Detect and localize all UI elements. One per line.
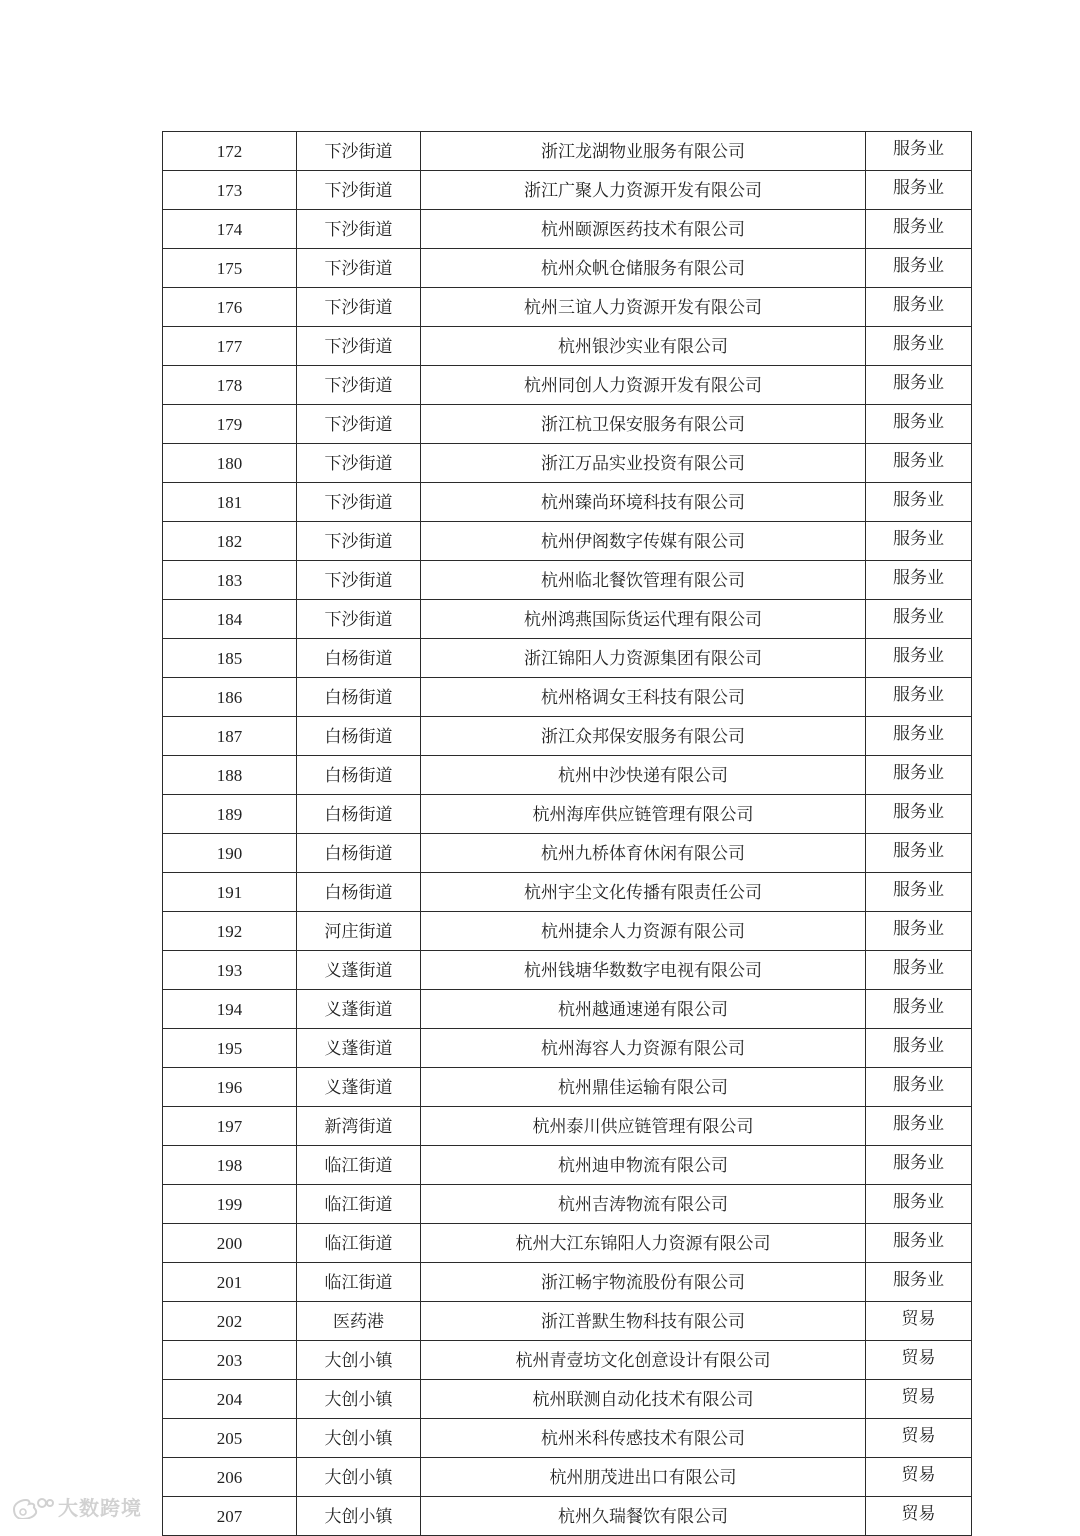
street-cell: 大创小镇 xyxy=(297,1341,421,1380)
industry-cell: 贸易 xyxy=(866,1380,972,1419)
company-name-cell: 杭州格调女王科技有限公司 xyxy=(421,678,866,717)
industry-cell: 服务业 xyxy=(866,327,972,366)
street-cell: 大创小镇 xyxy=(297,1380,421,1419)
table-row xyxy=(163,990,972,1029)
company-name-cell: 杭州宇尘文化传播有限责任公司 xyxy=(421,873,866,912)
row-number-cell: 197 xyxy=(163,1107,297,1146)
street-cell: 新湾街道 xyxy=(297,1107,421,1146)
table-row xyxy=(163,1263,972,1302)
industry-cell: 服务业 xyxy=(866,132,972,171)
company-name-cell: 杭州钱塘华数数字电视有限公司 xyxy=(421,951,866,990)
street-cell: 下沙街道 xyxy=(297,132,421,171)
street-cell: 下沙街道 xyxy=(297,366,421,405)
street-cell: 义蓬街道 xyxy=(297,990,421,1029)
table-row xyxy=(163,405,972,444)
row-number-cell: 178 xyxy=(163,366,297,405)
table-row xyxy=(163,678,972,717)
street-cell: 河庄街道 xyxy=(297,912,421,951)
table-row xyxy=(163,873,972,912)
table-row xyxy=(163,1419,972,1458)
table-row xyxy=(163,1497,972,1536)
street-cell: 下沙街道 xyxy=(297,249,421,288)
company-name-cell: 杭州海容人力资源有限公司 xyxy=(421,1029,866,1068)
table-row xyxy=(163,1029,972,1068)
row-number-cell: 196 xyxy=(163,1068,297,1107)
industry-cell: 服务业 xyxy=(866,1029,972,1068)
company-name-cell: 杭州吉涛物流有限公司 xyxy=(421,1185,866,1224)
company-name-cell: 杭州青壹坊文化创意设计有限公司 xyxy=(421,1341,866,1380)
company-name-cell: 浙江广聚人力资源开发有限公司 xyxy=(421,171,866,210)
watermark-text: 大数跨境 xyxy=(58,1496,142,1520)
table-row xyxy=(163,132,972,171)
industry-cell: 服务业 xyxy=(866,483,972,522)
company-name-cell: 杭州伊阁数字传媒有限公司 xyxy=(421,522,866,561)
company-name-cell: 杭州联测自动化技术有限公司 xyxy=(421,1380,866,1419)
watermark xyxy=(8,1492,142,1521)
company-name-cell: 浙江众邦保安服务有限公司 xyxy=(421,717,866,756)
industry-cell: 服务业 xyxy=(866,1263,972,1302)
industry-cell: 服务业 xyxy=(866,1107,972,1146)
street-cell: 白杨街道 xyxy=(297,795,421,834)
street-cell: 医药港 xyxy=(297,1302,421,1341)
row-number-cell: 174 xyxy=(163,210,297,249)
industry-cell: 服务业 xyxy=(866,1185,972,1224)
street-cell: 下沙街道 xyxy=(297,327,421,366)
company-name-cell: 浙江万品实业投资有限公司 xyxy=(421,444,866,483)
row-number-cell: 205 xyxy=(163,1419,297,1458)
street-cell: 白杨街道 xyxy=(297,717,421,756)
row-number-cell: 172 xyxy=(163,132,297,171)
industry-cell: 服务业 xyxy=(866,678,972,717)
company-name-cell: 杭州越通速递有限公司 xyxy=(421,990,866,1029)
industry-cell: 服务业 xyxy=(866,210,972,249)
row-number-cell: 180 xyxy=(163,444,297,483)
company-list-table-container xyxy=(162,131,971,1536)
company-name-cell: 杭州泰川供应链管理有限公司 xyxy=(421,1107,866,1146)
row-number-cell: 191 xyxy=(163,873,297,912)
table-row xyxy=(163,288,972,327)
company-name-cell: 杭州颐源医药技术有限公司 xyxy=(421,210,866,249)
row-number-cell: 193 xyxy=(163,951,297,990)
industry-cell: 服务业 xyxy=(866,561,972,600)
table-row xyxy=(163,639,972,678)
table-row xyxy=(163,1302,972,1341)
company-name-cell: 杭州银沙实业有限公司 xyxy=(421,327,866,366)
row-number-cell: 188 xyxy=(163,756,297,795)
company-name-cell: 杭州米科传感技术有限公司 xyxy=(421,1419,866,1458)
table-row xyxy=(163,1380,972,1419)
company-name-cell: 杭州临北餐饮管理有限公司 xyxy=(421,561,866,600)
row-number-cell: 201 xyxy=(163,1263,297,1302)
street-cell: 临江街道 xyxy=(297,1263,421,1302)
table-row xyxy=(163,522,972,561)
table-row xyxy=(163,756,972,795)
street-cell: 义蓬街道 xyxy=(297,1068,421,1107)
street-cell: 白杨街道 xyxy=(297,639,421,678)
company-name-cell: 杭州海库供应链管理有限公司 xyxy=(421,795,866,834)
industry-cell: 贸易 xyxy=(866,1458,972,1497)
row-number-cell: 185 xyxy=(163,639,297,678)
industry-cell: 服务业 xyxy=(866,600,972,639)
table-row xyxy=(163,1458,972,1497)
row-number-cell: 195 xyxy=(163,1029,297,1068)
industry-cell: 服务业 xyxy=(866,912,972,951)
industry-cell: 服务业 xyxy=(866,249,972,288)
company-name-cell: 浙江龙湖物业服务有限公司 xyxy=(421,132,866,171)
table-row xyxy=(163,1068,972,1107)
street-cell: 大创小镇 xyxy=(297,1497,421,1536)
table-row xyxy=(163,951,972,990)
company-name-cell: 杭州捷余人力资源有限公司 xyxy=(421,912,866,951)
industry-cell: 服务业 xyxy=(866,951,972,990)
company-name-cell: 杭州迪申物流有限公司 xyxy=(421,1146,866,1185)
street-cell: 临江街道 xyxy=(297,1185,421,1224)
company-name-cell: 杭州鸿燕国际货运代理有限公司 xyxy=(421,600,866,639)
industry-cell: 贸易 xyxy=(866,1341,972,1380)
table-row xyxy=(163,912,972,951)
industry-cell: 贸易 xyxy=(866,1497,972,1536)
row-number-cell: 200 xyxy=(163,1224,297,1263)
company-name-cell: 杭州大江东锦阳人力资源有限公司 xyxy=(421,1224,866,1263)
row-number-cell: 186 xyxy=(163,678,297,717)
industry-cell: 服务业 xyxy=(866,1224,972,1263)
industry-cell: 贸易 xyxy=(866,1419,972,1458)
street-cell: 大创小镇 xyxy=(297,1458,421,1497)
table-row xyxy=(163,1224,972,1263)
company-name-cell: 杭州九桥体育休闲有限公司 xyxy=(421,834,866,873)
row-number-cell: 177 xyxy=(163,327,297,366)
row-number-cell: 194 xyxy=(163,990,297,1029)
table-row xyxy=(163,327,972,366)
company-name-cell: 浙江锦阳人力资源集团有限公司 xyxy=(421,639,866,678)
row-number-cell: 176 xyxy=(163,288,297,327)
industry-cell: 服务业 xyxy=(866,717,972,756)
weibo-logo-icon xyxy=(8,1495,54,1519)
street-cell: 义蓬街道 xyxy=(297,951,421,990)
street-cell: 白杨街道 xyxy=(297,678,421,717)
company-name-cell: 杭州朋茂进出口有限公司 xyxy=(421,1458,866,1497)
table-row xyxy=(163,1146,972,1185)
row-number-cell: 173 xyxy=(163,171,297,210)
row-number-cell: 206 xyxy=(163,1458,297,1497)
row-number-cell: 187 xyxy=(163,717,297,756)
street-cell: 下沙街道 xyxy=(297,483,421,522)
industry-cell: 服务业 xyxy=(866,1068,972,1107)
industry-cell: 服务业 xyxy=(866,834,972,873)
street-cell: 下沙街道 xyxy=(297,522,421,561)
industry-cell: 服务业 xyxy=(866,990,972,1029)
table-row xyxy=(163,444,972,483)
street-cell: 义蓬街道 xyxy=(297,1029,421,1068)
row-number-cell: 190 xyxy=(163,834,297,873)
row-number-cell: 184 xyxy=(163,600,297,639)
company-name-cell: 杭州臻尚环境科技有限公司 xyxy=(421,483,866,522)
street-cell: 下沙街道 xyxy=(297,444,421,483)
industry-cell: 服务业 xyxy=(866,171,972,210)
street-cell: 下沙街道 xyxy=(297,561,421,600)
table-row xyxy=(163,483,972,522)
row-number-cell: 202 xyxy=(163,1302,297,1341)
table-row xyxy=(163,171,972,210)
street-cell: 白杨街道 xyxy=(297,756,421,795)
street-cell: 大创小镇 xyxy=(297,1419,421,1458)
company-list-table xyxy=(162,131,972,1536)
row-number-cell: 207 xyxy=(163,1497,297,1536)
row-number-cell: 189 xyxy=(163,795,297,834)
industry-cell: 服务业 xyxy=(866,639,972,678)
company-name-cell: 浙江普默生物科技有限公司 xyxy=(421,1302,866,1341)
company-name-cell: 浙江畅宇物流股份有限公司 xyxy=(421,1263,866,1302)
row-number-cell: 175 xyxy=(163,249,297,288)
row-number-cell: 198 xyxy=(163,1146,297,1185)
company-name-cell: 杭州三谊人力资源开发有限公司 xyxy=(421,288,866,327)
row-number-cell: 182 xyxy=(163,522,297,561)
table-row xyxy=(163,366,972,405)
industry-cell: 服务业 xyxy=(866,756,972,795)
table-row xyxy=(163,210,972,249)
industry-cell: 服务业 xyxy=(866,1146,972,1185)
street-cell: 下沙街道 xyxy=(297,210,421,249)
table-body xyxy=(163,132,972,1536)
industry-cell: 服务业 xyxy=(866,405,972,444)
industry-cell: 服务业 xyxy=(866,288,972,327)
industry-cell: 服务业 xyxy=(866,444,972,483)
industry-cell: 服务业 xyxy=(866,795,972,834)
company-name-cell: 杭州鼎佳运输有限公司 xyxy=(421,1068,866,1107)
company-name-cell: 杭州中沙快递有限公司 xyxy=(421,756,866,795)
company-name-cell: 杭州同创人力资源开发有限公司 xyxy=(421,366,866,405)
row-number-cell: 199 xyxy=(163,1185,297,1224)
industry-cell: 服务业 xyxy=(866,873,972,912)
table-row xyxy=(163,795,972,834)
table-row xyxy=(163,1107,972,1146)
table-row xyxy=(163,1185,972,1224)
industry-cell: 服务业 xyxy=(866,522,972,561)
table-row xyxy=(163,600,972,639)
table-row xyxy=(163,834,972,873)
company-name-cell: 杭州久瑞餐饮有限公司 xyxy=(421,1497,866,1536)
street-cell: 临江街道 xyxy=(297,1146,421,1185)
industry-cell: 服务业 xyxy=(866,366,972,405)
row-number-cell: 204 xyxy=(163,1380,297,1419)
company-name-cell: 杭州众帆仓储服务有限公司 xyxy=(421,249,866,288)
street-cell: 白杨街道 xyxy=(297,834,421,873)
street-cell: 下沙街道 xyxy=(297,405,421,444)
row-number-cell: 181 xyxy=(163,483,297,522)
street-cell: 下沙街道 xyxy=(297,600,421,639)
street-cell: 下沙街道 xyxy=(297,171,421,210)
table-row xyxy=(163,249,972,288)
row-number-cell: 179 xyxy=(163,405,297,444)
row-number-cell: 203 xyxy=(163,1341,297,1380)
street-cell: 下沙街道 xyxy=(297,288,421,327)
row-number-cell: 183 xyxy=(163,561,297,600)
industry-cell: 贸易 xyxy=(866,1302,972,1341)
table-row xyxy=(163,717,972,756)
table-row xyxy=(163,561,972,600)
table-row xyxy=(163,1341,972,1380)
street-cell: 临江街道 xyxy=(297,1224,421,1263)
street-cell: 白杨街道 xyxy=(297,873,421,912)
company-name-cell: 浙江杭卫保安服务有限公司 xyxy=(421,405,866,444)
row-number-cell: 192 xyxy=(163,912,297,951)
